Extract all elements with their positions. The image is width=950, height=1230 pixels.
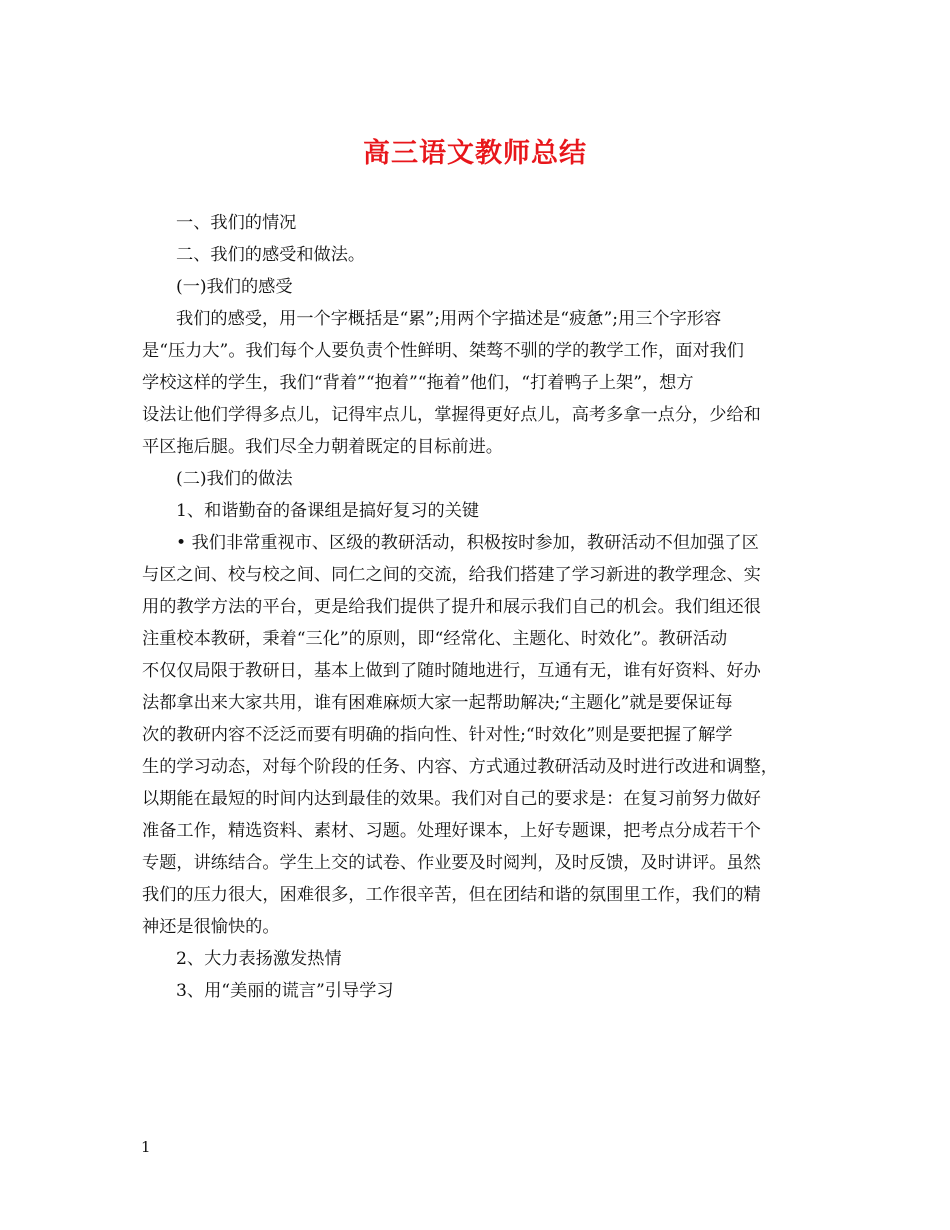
numbered-heading: 3、用“美丽的谎言”引导学习 [176,981,394,1001]
paragraph-line: 是“压力大”。我们每个人要负责个性鲜明、桀骜不驯的学的教学工作，面对我们 [142,341,744,361]
paragraph-line: 准备工作，精选资料、素材、习题。处理好课本，上好专题课，把考点分成若干个 [142,821,761,841]
subsection-heading: (二)我们的做法 [176,469,293,489]
paragraph-line: 我们的压力很大，困难很多，工作很辛苦，但在团结和谐的氛围里工作，我们的精 [142,885,761,905]
page-number: 1 [141,1138,151,1156]
paragraph-line: 以期能在最短的时间内达到最佳的效果。我们对自己的要求是：在复习前努力做好 [142,789,761,809]
section-heading: 二、我们的感受和做法。 [176,245,366,265]
paragraph-line: 设法让他们学得多点儿，记得牢点儿，掌握得更好点儿，高考多拿一点分，少给和 [142,405,761,425]
paragraph-line: 学校这样的学生，我们“背着”“抱着”“拖着”他们，“打着鸭子上架”，想方 [142,373,694,393]
paragraph-line: • 我们非常重视市、区级的教研活动，积极按时参加，教研活动不但加强了区 [176,533,759,553]
paragraph-line: 法都拿出来大家共用，谁有困难麻烦大家一起帮助解决;“主题化”就是要保证每 [142,693,733,713]
paragraph-line: 我们的感受，用一个字概括是“累”;用两个字描述是“疲惫”;用三个字形容 [176,309,722,329]
paragraph-line: 次的教研内容不泛泛而要有明确的指向性、针对性;“时效化”则是要把握了解学 [142,725,733,745]
subsection-heading: (一)我们的感受 [176,277,293,297]
paragraph-line: 专题，讲练结合。学生上交的试卷、作业要及时阅判，及时反馈，及时讲评。虽然 [142,853,761,873]
paragraph-line: 注重校本教研，秉着“三化”的原则，即“经常化、主题化、时效化”。教研活动 [142,629,728,649]
section-heading: 一、我们的情况 [176,213,297,233]
document-title: 高三语文教师总结 [363,138,587,169]
paragraph-line: 用的教学方法的平台，更是给我们提供了提升和展示我们自己的机会。我们组还很 [142,597,761,617]
paragraph-line: 生的学习动态，对每个阶段的任务、内容、方式通过教研活动及时进行改进和调整， [142,757,778,777]
numbered-heading: 2、大力表扬激发热情 [176,949,342,969]
paragraph-line: 平区拖后腿。我们尽全力朝着既定的目标前进。 [142,437,503,457]
document-body [142,207,822,1007]
paragraph-line: 神还是很愉快的。 [142,917,280,937]
paragraph-line: 不仅仅局限于教研日，基本上做到了随时随地进行，互通有无，谁有好资料、好办 [142,661,761,681]
paragraph-line: 与区之间、校与校之间、同仁之间的交流，给我们搭建了学习新进的教学理念、实 [142,565,761,585]
numbered-heading: 1、和谐勤奋的备课组是搞好复习的关键 [176,501,480,521]
